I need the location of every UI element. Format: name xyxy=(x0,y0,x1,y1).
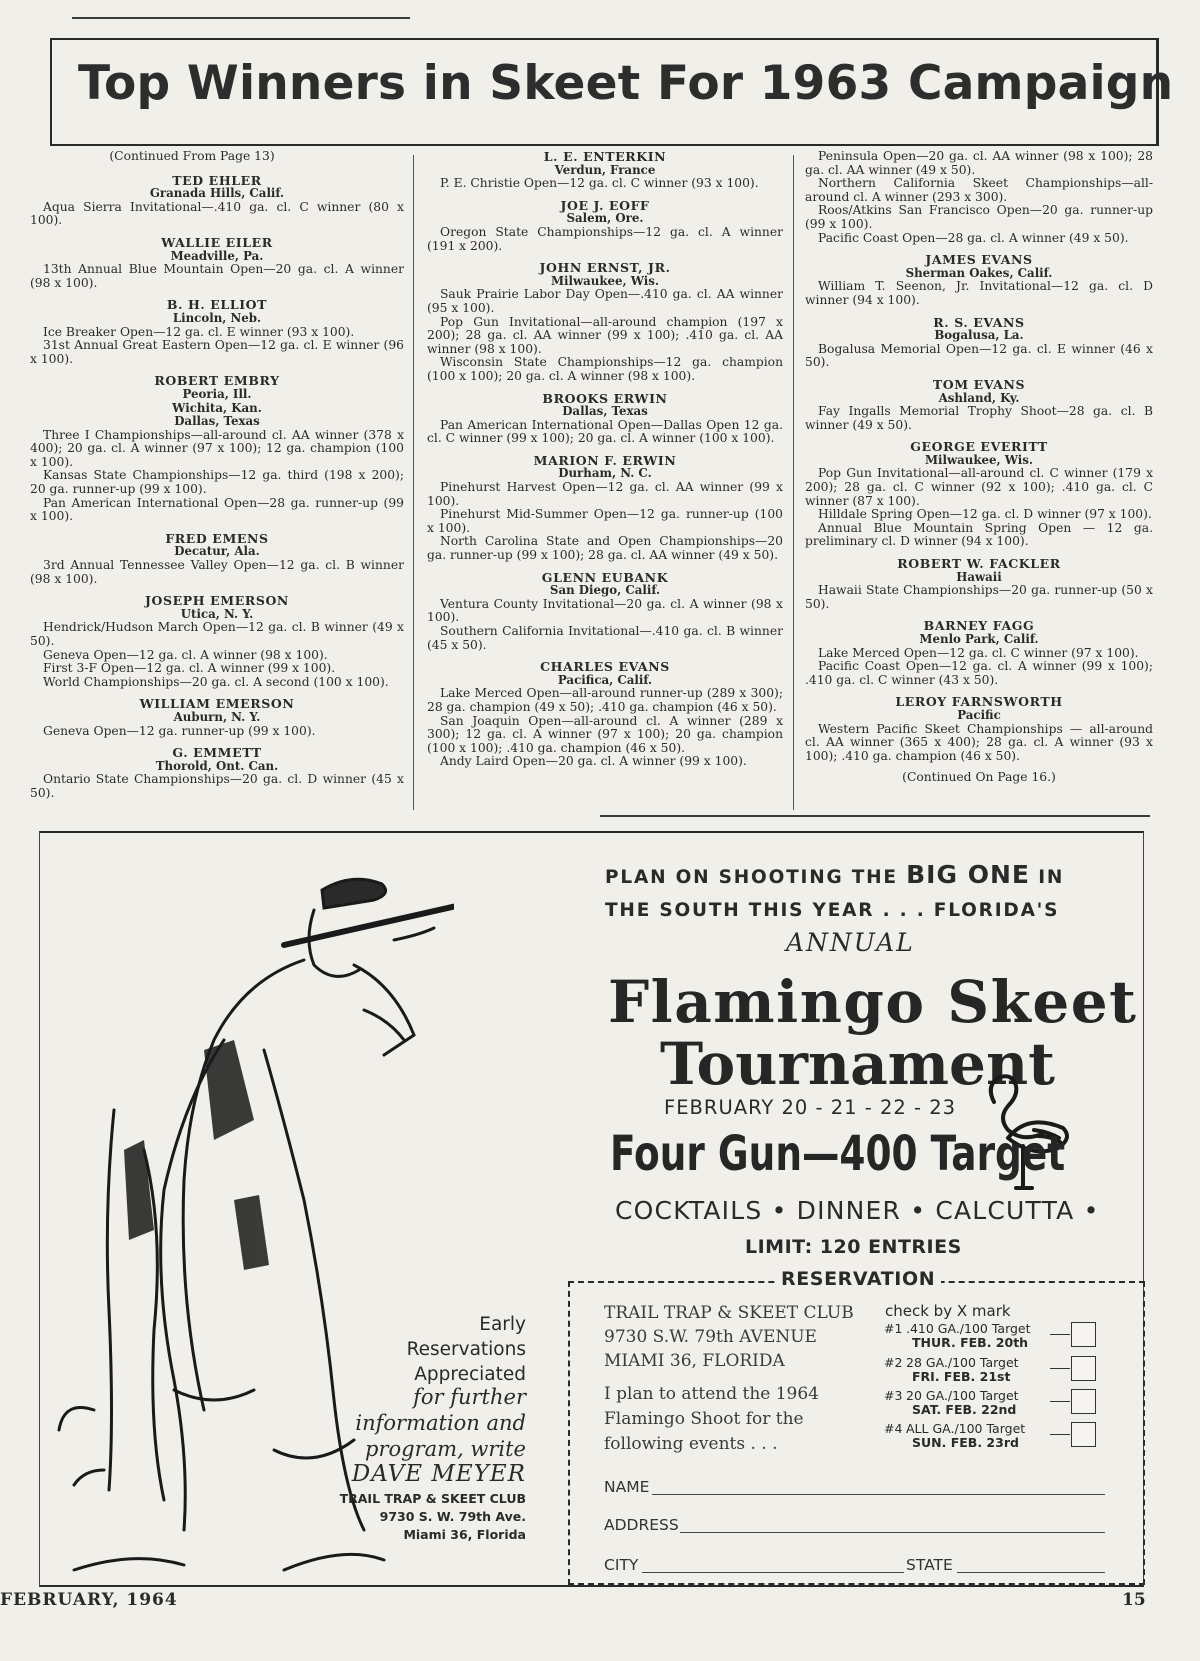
option-event: .410 GA./100 Target xyxy=(906,1321,1031,1336)
city-input-line[interactable] xyxy=(642,1572,904,1573)
shooter-name: R. S. EVANS xyxy=(933,314,1025,330)
option-rule xyxy=(1050,1401,1070,1402)
continued-on-note: (Continued On Page 16.) xyxy=(902,770,1056,785)
tournament-subtitle: Four Gun—400 Target xyxy=(610,1126,1066,1182)
shooter-name: LEROY FARNSWORTH xyxy=(895,694,1063,710)
event-checkbox-4[interactable] xyxy=(1071,1422,1096,1447)
option-rule xyxy=(1050,1434,1070,1435)
option-event: 20 GA./100 Target xyxy=(906,1388,1019,1403)
result-entry xyxy=(427,261,783,383)
result-text: Wisconsin State Championships—12 ga. champion (100 x 100); 20 ga. cl. A winner (98 x 100). xyxy=(427,355,783,383)
result-entry xyxy=(805,378,1153,432)
shooter-name: GEORGE EVERITT xyxy=(910,439,1048,455)
further-line: for further xyxy=(413,1385,526,1409)
tournament-dates: FEBRUARY 20 - 21 - 22 - 23 xyxy=(664,1096,957,1119)
result-text: Lake Merced Open—all-around runner-up (289 x 300); 28 ga. champion (49 x 50); .410 ga. champion (46 x 50). xyxy=(427,686,783,714)
result-entry xyxy=(30,298,404,366)
result-text: Pacific Coast Open—28 ga. cl. A winner (49 x 50). xyxy=(818,230,1129,245)
shooter-name: MARION F. ERWIN xyxy=(533,452,677,468)
result-text: 31st Annual Great Eastern Open—12 ga. cl. E winner (96 x 100). xyxy=(30,338,404,366)
result-text: Lake Merced Open—12 ga. cl. C winner (97 x 100). xyxy=(818,645,1139,660)
shooter-location: Ashland, Ky. xyxy=(938,390,1020,405)
attend-line: following events . . . xyxy=(604,1434,778,1454)
entry-limit: LIMIT: 120 ENTRIES xyxy=(745,1236,962,1258)
results-column-2 xyxy=(427,150,783,777)
result-entry xyxy=(30,236,404,290)
result-text: Geneva Open—12 ga. runner-up (99 x 100). xyxy=(43,723,316,738)
headline-big-one: BIG ONE xyxy=(906,860,1030,889)
result-entry xyxy=(30,374,404,524)
result-text: Peninsula Open—20 ga. cl. AA winner (98 x 100); 28 ga. cl. AA winner (49 x 50). xyxy=(805,149,1153,177)
shooter-location: Wichita, Kan. xyxy=(172,400,262,415)
result-text: Roos/Atkins San Francisco Open—20 ga. runner-up (99 x 100). xyxy=(805,203,1153,231)
option-day: SAT. FEB. 22nd xyxy=(912,1402,1017,1417)
result-entry xyxy=(805,440,1153,549)
attend-line: Flamingo Shoot for the xyxy=(604,1409,804,1429)
result-entry xyxy=(805,557,1153,611)
top-rule xyxy=(72,17,410,19)
shooter-name: BARNEY FAGG xyxy=(923,618,1035,634)
club-city: MIAMI 36, FLORIDA xyxy=(604,1351,785,1371)
shooter-name: BROOKS ERWIN xyxy=(542,390,668,406)
option-event: ALL GA./100 Target xyxy=(906,1421,1026,1436)
shooter-location: Dallas, Texas xyxy=(174,414,260,429)
result-text: Annual Blue Mountain Spring Open — 12 ga. preliminary cl. D winner (94 x 100). xyxy=(805,520,1153,549)
shooter-name: JOHN ERNST, JR. xyxy=(539,260,671,276)
early-line: Early xyxy=(479,1314,526,1335)
shooter-name: TED EHLER xyxy=(172,172,262,188)
event-checkbox-2[interactable] xyxy=(1071,1356,1096,1381)
shooter-location: Bogalusa, La. xyxy=(934,328,1024,343)
option-number: #3 xyxy=(884,1388,903,1403)
shooter-location: Pacifica, Calif. xyxy=(557,672,653,687)
result-text: William T. Seenon, Jr. Invitational—12 ga. cl. D winner (94 x 100). xyxy=(805,279,1153,307)
result-entry xyxy=(427,454,783,563)
event-option-4 xyxy=(884,1422,1109,1450)
annual-label: ANNUAL xyxy=(786,928,915,957)
contact-address xyxy=(330,1490,526,1544)
result-text: Pinehurst Mid-Summer Open—12 ga. runner-up (100 x 100). xyxy=(427,507,783,535)
result-text: 3rd Annual Tennessee Valley Open—12 ga. cl. B winner (98 x 100). xyxy=(30,558,404,586)
page-number: 15 xyxy=(1122,1590,1146,1610)
result-entry xyxy=(805,316,1153,370)
result-text: World Championships—20 ga. cl. A second (100 x 100). xyxy=(43,674,389,689)
reservation-label: RESERVATION xyxy=(775,1268,941,1290)
result-entry xyxy=(427,392,783,446)
shooter-name: JAMES EVANS xyxy=(925,252,1033,268)
results-column-1 xyxy=(30,150,404,809)
shooter-location: Utica, N. Y. xyxy=(180,606,254,621)
club-address xyxy=(604,1301,854,1373)
result-text: North Carolina State and Open Championships—20 ga. runner-up (99 x 100); 28 ga. cl. AA winner (49 x 50). xyxy=(427,534,783,563)
option-day: SUN. FEB. 23rd xyxy=(912,1435,1019,1450)
early-line: Reservations xyxy=(406,1339,526,1360)
shooter-name: L. E. ENTERKIN xyxy=(543,149,667,164)
result-text: Pop Gun Invitational—all-around champion (197 x 200); 28 ga. cl. AA winner (99 x 100); .410 ga. cl. AA winner (98 x 100). xyxy=(427,314,783,356)
column-divider xyxy=(413,155,414,810)
early-reservations-note xyxy=(338,1312,526,1387)
continued-from-note: (Continued From Page 13) xyxy=(109,149,275,163)
result-entry xyxy=(30,174,404,228)
shooter-location: San Diego, Calif. xyxy=(549,583,661,598)
attend-statement xyxy=(604,1382,819,1457)
contact-address-line: TRAIL TRAP & SKEET CLUB xyxy=(339,1491,526,1506)
option-rule xyxy=(1050,1334,1070,1335)
shooter-location: Menlo Park, Calif. xyxy=(919,632,1039,646)
tournament-extras: COCKTAILS • DINNER • CALCUTTA • xyxy=(615,1196,1100,1225)
result-text: Ice Breaker Open—12 ga. cl. E winner (93 x 100). xyxy=(43,324,355,339)
shooter-location: Lincoln, Neb. xyxy=(172,310,262,325)
event-option-2 xyxy=(884,1356,1109,1384)
result-text: Andy Laird Open—20 ga. cl. A winner (99 x 100). xyxy=(440,754,747,769)
contact-address-line: Miami 36, Florida xyxy=(403,1527,526,1542)
further-line: program, write xyxy=(365,1437,526,1461)
name-label: NAME xyxy=(604,1478,650,1496)
result-text: Geneva Open—12 ga. cl. A winner (98 x 100). xyxy=(43,647,328,662)
result-text: Fay Ingalls Memorial Trophy Shoot—28 ga. cl. B winner (49 x 50). xyxy=(805,404,1153,432)
option-day: THUR. FEB. 20th xyxy=(912,1335,1029,1350)
result-text: Three I Championships—all-around cl. AA winner (378 x 400); 20 ga. cl. A winner (97 x 100); 12 ga. champion (100 x 100). xyxy=(30,427,404,469)
result-text: Western Pacific Skeet Championships — all-around cl. AA winner (365 x 400); 28 ga. cl. A winner (93 x 100); .410 ga. champion (46 x 50). xyxy=(805,721,1153,763)
shooter-name: ROBERT W. FACKLER xyxy=(897,556,1061,572)
section-rule xyxy=(600,815,1150,817)
shooter-name: CHARLES EVANS xyxy=(540,659,670,675)
option-number: #2 xyxy=(884,1355,903,1370)
result-text: Pan American International Open—28 ga. runner-up (99 x 100). xyxy=(30,495,404,524)
page-title: Top Winners in Skeet For 1963 Campaign xyxy=(78,56,1174,111)
shooter-location: Verdun, France xyxy=(554,162,656,177)
result-entry xyxy=(30,746,404,800)
result-entry xyxy=(30,697,404,738)
shooter-location: Sherman Oakes, Calif. xyxy=(905,265,1053,280)
shooter-location: Meadville, Pa. xyxy=(170,248,264,263)
result-text: Northern California Skeet Championships—all-around cl. A winner (293 x 300). xyxy=(805,176,1153,204)
result-text: Pop Gun Invitational—all-around cl. C winner (179 x 200); 28 ga. cl. C winner (92 x 100); .410 ga. cl. C winner (87 x 100). xyxy=(805,466,1153,508)
early-line: Appreciated xyxy=(414,1364,526,1385)
address-input-line[interactable] xyxy=(680,1532,1105,1533)
attend-line: I plan to attend the 1964 xyxy=(604,1384,819,1404)
city-label: CITY xyxy=(604,1556,639,1574)
result-text: Hendrick/Hudson March Open—12 ga. cl. B winner (49 x 50). xyxy=(30,620,404,648)
result-text: Kansas State Championships—12 ga. third (198 x 200); 20 ga. runner-up (99 x 100). xyxy=(30,468,404,497)
result-entry xyxy=(30,532,404,586)
shooter-location: Hawaii xyxy=(956,569,1002,584)
result-text: P. E. Christie Open—12 ga. cl. C winner (93 x 100). xyxy=(440,176,759,191)
shooter-name: TOM EVANS xyxy=(932,376,1026,392)
result-entry xyxy=(427,150,783,191)
result-text: Ontario State Championships—20 ga. cl. D winner (45 x 50). xyxy=(30,772,404,800)
result-text: Pacific Coast Open—12 ga. cl. A winner (99 x 100); .410 ga. cl. C winner (43 x 50). xyxy=(805,659,1153,687)
shooter-location: Milwaukee, Wis. xyxy=(550,273,660,288)
result-entry xyxy=(805,253,1153,307)
shooter-name: G. EMMETT xyxy=(172,745,262,761)
shooter-name: WILLIAM EMERSON xyxy=(139,696,295,712)
shooter-name: JOE J. EOFF xyxy=(560,197,650,213)
issue-date: FEBRUARY, 1964 xyxy=(0,1590,178,1610)
result-text: San Joaquin Open—all-around cl. A winner (289 x 300); 12 ga. cl. A winner (97 x 100); 20 ga. champion (100 x 100); .410 ga. champion (46 x 50). xyxy=(427,713,783,755)
result-entry xyxy=(30,594,404,689)
shooter-name: GLENN EUBANK xyxy=(541,569,669,585)
headline-line1: PLAN ON SHOOTING THE xyxy=(605,867,898,888)
event-option-1 xyxy=(884,1322,1109,1350)
shooter-name: WALLIE EILER xyxy=(161,234,273,250)
headline-line2: THE SOUTH THIS YEAR . . . FLORIDA'S xyxy=(605,900,1060,921)
event-option-3 xyxy=(884,1389,1109,1417)
shooter-location: Durham, N. C. xyxy=(558,466,652,481)
result-text: Southern California Invitational—.410 ga. cl. B winner (45 x 50). xyxy=(427,624,783,652)
result-entry xyxy=(805,695,1153,763)
further-line: information and xyxy=(355,1411,526,1435)
result-entry xyxy=(427,571,783,653)
state-label: STATE xyxy=(906,1556,953,1574)
option-rule xyxy=(1050,1368,1070,1369)
address-label: ADDRESS xyxy=(604,1516,679,1534)
event-checkbox-1[interactable] xyxy=(1071,1322,1096,1347)
shooter-name: B. H. ELLIOT xyxy=(166,297,268,313)
option-number: #1 xyxy=(884,1321,903,1336)
shooter-location: Granada Hills, Calif. xyxy=(149,186,285,201)
shooter-location: Peoria, Ill. xyxy=(182,386,252,401)
ad-headline xyxy=(605,858,1064,927)
shooter-location: Decatur, Ala. xyxy=(174,544,260,559)
result-entry xyxy=(805,150,1153,245)
state-input-line[interactable] xyxy=(957,1572,1105,1573)
option-event: 28 GA./100 Target xyxy=(906,1355,1019,1370)
shooter-location: Auburn, N. Y. xyxy=(173,709,261,724)
result-text: Bogalusa Memorial Open—12 ga. cl. E winner (46 x 50). xyxy=(805,341,1153,370)
shooter-location: Milwaukee, Wis. xyxy=(924,452,1034,467)
result-entry xyxy=(427,660,783,769)
result-text: Ventura County Invitational—20 ga. cl. A winner (98 x 100). xyxy=(427,596,783,625)
club-street: 9730 S.W. 79th AVENUE xyxy=(604,1327,817,1347)
result-text: Aqua Sierra Invitational—.410 ga. cl. C winner (80 x 100). xyxy=(30,199,404,228)
check-instruction: check by X mark xyxy=(885,1302,1011,1320)
shooter-location: Dallas, Texas xyxy=(562,404,648,419)
name-input-line[interactable] xyxy=(652,1494,1105,1495)
result-text: Pan American International Open—Dallas Open 12 ga. cl. C winner (99 x 100); 20 ga. cl. A winner (100 x 100). xyxy=(427,417,783,446)
contact-address-line: 9730 S. W. 79th Ave. xyxy=(379,1509,526,1524)
headline-line1-end: IN xyxy=(1038,867,1065,888)
shooter-location: Thorold, Ont. Can. xyxy=(155,758,279,773)
result-text: Pinehurst Harvest Open—12 ga. cl. AA winner (99 x 100). xyxy=(427,480,783,508)
result-entry xyxy=(427,199,783,253)
shooter-name: FRED EMENS xyxy=(165,530,269,546)
result-entry xyxy=(805,619,1153,687)
result-text: Hilldale Spring Open—12 ga. cl. D winner (97 x 100). xyxy=(818,507,1152,522)
result-text: Sauk Prairie Labor Day Open—.410 ga. cl. AA winner (95 x 100). xyxy=(427,287,783,315)
result-text: First 3-F Open—12 ga. cl. A winner (99 x 100). xyxy=(43,661,336,676)
event-checkbox-3[interactable] xyxy=(1071,1389,1096,1414)
shooter-location: Pacific xyxy=(957,707,1001,722)
contact-name: DAVE MEYER xyxy=(351,1461,526,1487)
tournament-title-line2: Tournament xyxy=(660,1030,1055,1098)
results-column-3 xyxy=(805,150,1153,785)
shooter-name: ROBERT EMBRY xyxy=(154,373,280,389)
option-day: FRI. FEB. 21st xyxy=(912,1369,1011,1384)
column-divider xyxy=(793,155,794,810)
shooter-location: Salem, Ore. xyxy=(566,211,644,226)
further-info-note xyxy=(330,1384,526,1462)
result-text: Oregon State Championships—12 ga. cl. A winner (191 x 200). xyxy=(427,224,783,253)
option-number: #4 xyxy=(884,1421,903,1436)
result-text: 13th Annual Blue Mountain Open—20 ga. cl. A winner (98 x 100). xyxy=(30,262,404,290)
shooter-name: JOSEPH EMERSON xyxy=(145,593,289,609)
tournament-title-line1: Flamingo Skeet xyxy=(608,968,1138,1036)
result-text: Hawaii State Championships—20 ga. runner-up (50 x 50). xyxy=(805,583,1153,611)
club-name: TRAIL TRAP & SKEET CLUB xyxy=(604,1303,854,1323)
